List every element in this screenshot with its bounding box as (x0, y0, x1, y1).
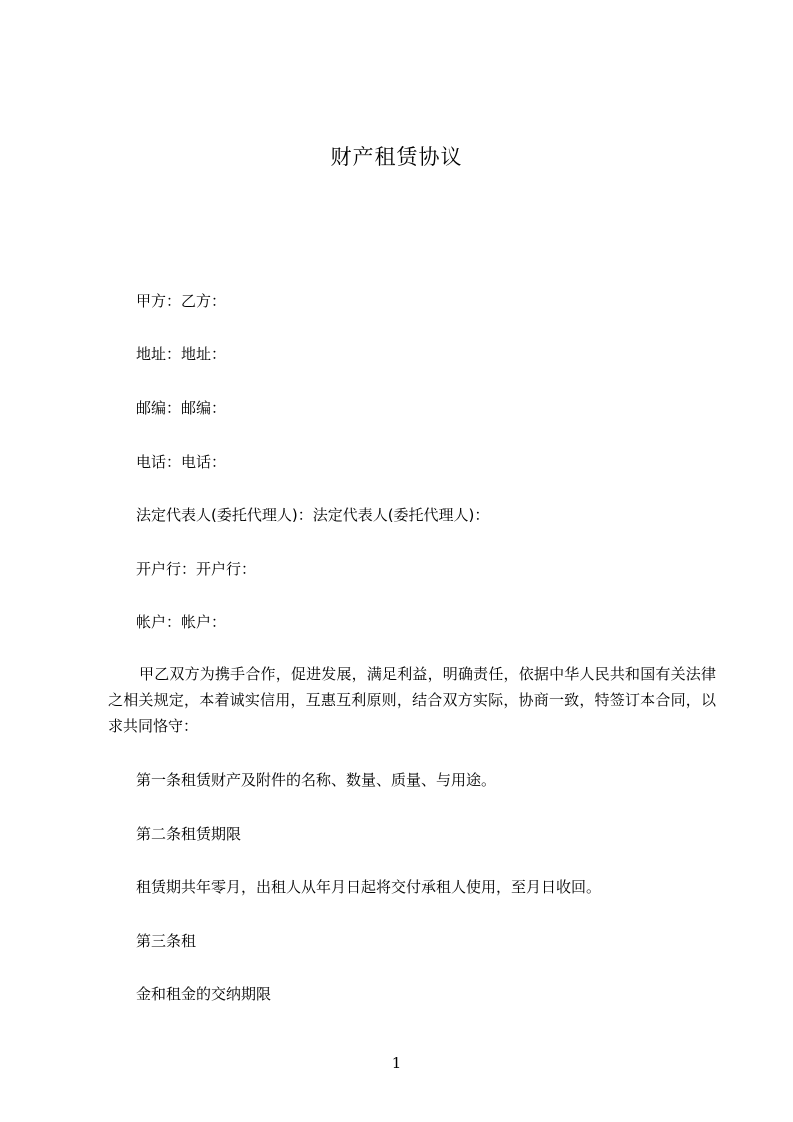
party-line-postcode: 邮编：邮编： (136, 399, 227, 417)
clause-2-body: 租赁期共年零月，出租人从年月日起将交付承租人使用，至月日收回。 (136, 878, 602, 896)
party-line-legal-representative: 法定代表人(委托代理人)：法定代表人(委托代理人)： (136, 506, 490, 524)
party-line-account: 帐户：帐户： (136, 613, 227, 631)
page-number: 1 (391, 1054, 402, 1072)
clause-1: 第一条租赁财产及附件的名称、数量、质量、与用途。 (136, 771, 497, 789)
party-line-phone: 电话：电话： (136, 453, 227, 471)
clause-2-heading: 第二条租赁期限 (136, 825, 242, 843)
document-title: 财产租赁协议 (330, 145, 463, 169)
clause-3-heading: 第三条租 (136, 932, 197, 950)
party-line-parties: 甲方：乙方： (136, 292, 227, 310)
intro-paragraph: 甲乙双方为携手合作，促进发展，满足利益，明确责任，依据中华人民共和国有关法律之相关规定，本着诚实信用，互惠互利原则，结合双方实际，协商一致，特签订本合同，以求共同恪守： (108, 665, 716, 735)
party-line-address: 地址：地址： (136, 345, 227, 363)
clause-3-continuation: 金和租金的交纳期限 (136, 985, 272, 1003)
party-line-bank: 开户行：开户行： (136, 560, 257, 578)
